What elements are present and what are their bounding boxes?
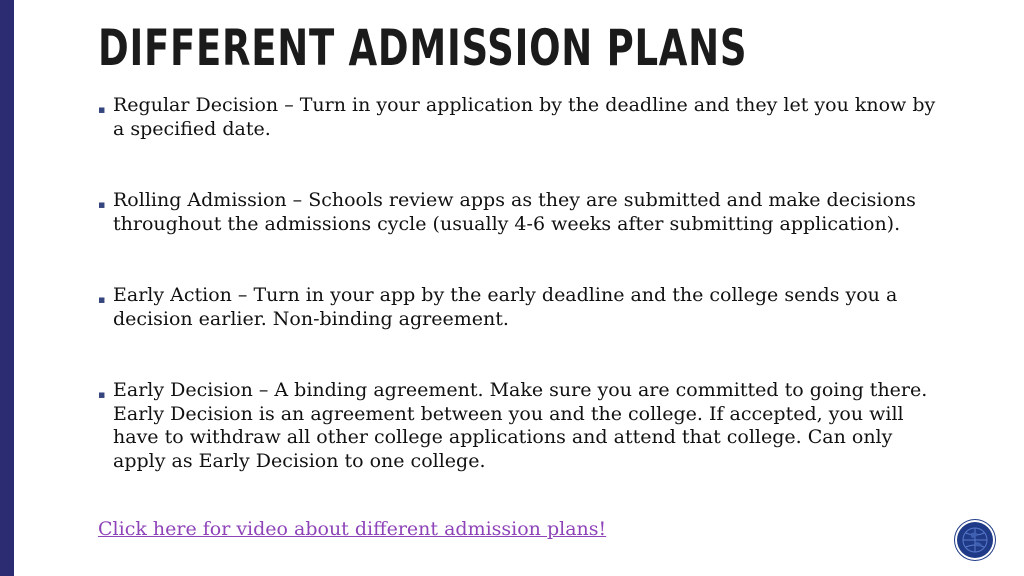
- bullet-text: Regular Decision – Turn in your application by the deadline and they let you know by a specified date.: [113, 94, 936, 140]
- bullet-early-action: [98, 284, 948, 331]
- bullet-text: Early Action – Turn in your app by the early deadline and the college sends you a decision earlier. Non-binding agreement.: [113, 284, 898, 330]
- bullet-marker-icon: ▪: [98, 388, 106, 401]
- bullet-regular-decision: [98, 94, 948, 141]
- bullet-rolling-admission: [98, 189, 948, 236]
- bullet-marker-icon: ▪: [98, 198, 106, 211]
- bullet-marker-icon: ▪: [98, 103, 106, 116]
- video-link[interactable]: Click here for video about different admission plans!: [98, 518, 607, 540]
- bullet-early-decision: [98, 379, 948, 473]
- globe-icon: [957, 522, 993, 558]
- bullet-marker-icon: ▪: [98, 293, 106, 306]
- globe-icon-graphic: [957, 522, 993, 558]
- left-accent-bar: [0, 0, 14, 576]
- bullet-text: Rolling Admission – Schools review apps as they are submitted and make decisions throughout the admissions cycle (usually 4-6 weeks after submitting application).: [113, 189, 916, 235]
- bullet-text: Early Decision – A binding agreement. Make sure you are committed to going there. Early Decision is an agreement between you and the college. If accepted, you will have to withdraw all other college applications and attend that college. Can only apply as Early Decision to one college.: [113, 379, 928, 472]
- slide-title: DIFFERENT ADMISSION PLANS: [98, 19, 748, 77]
